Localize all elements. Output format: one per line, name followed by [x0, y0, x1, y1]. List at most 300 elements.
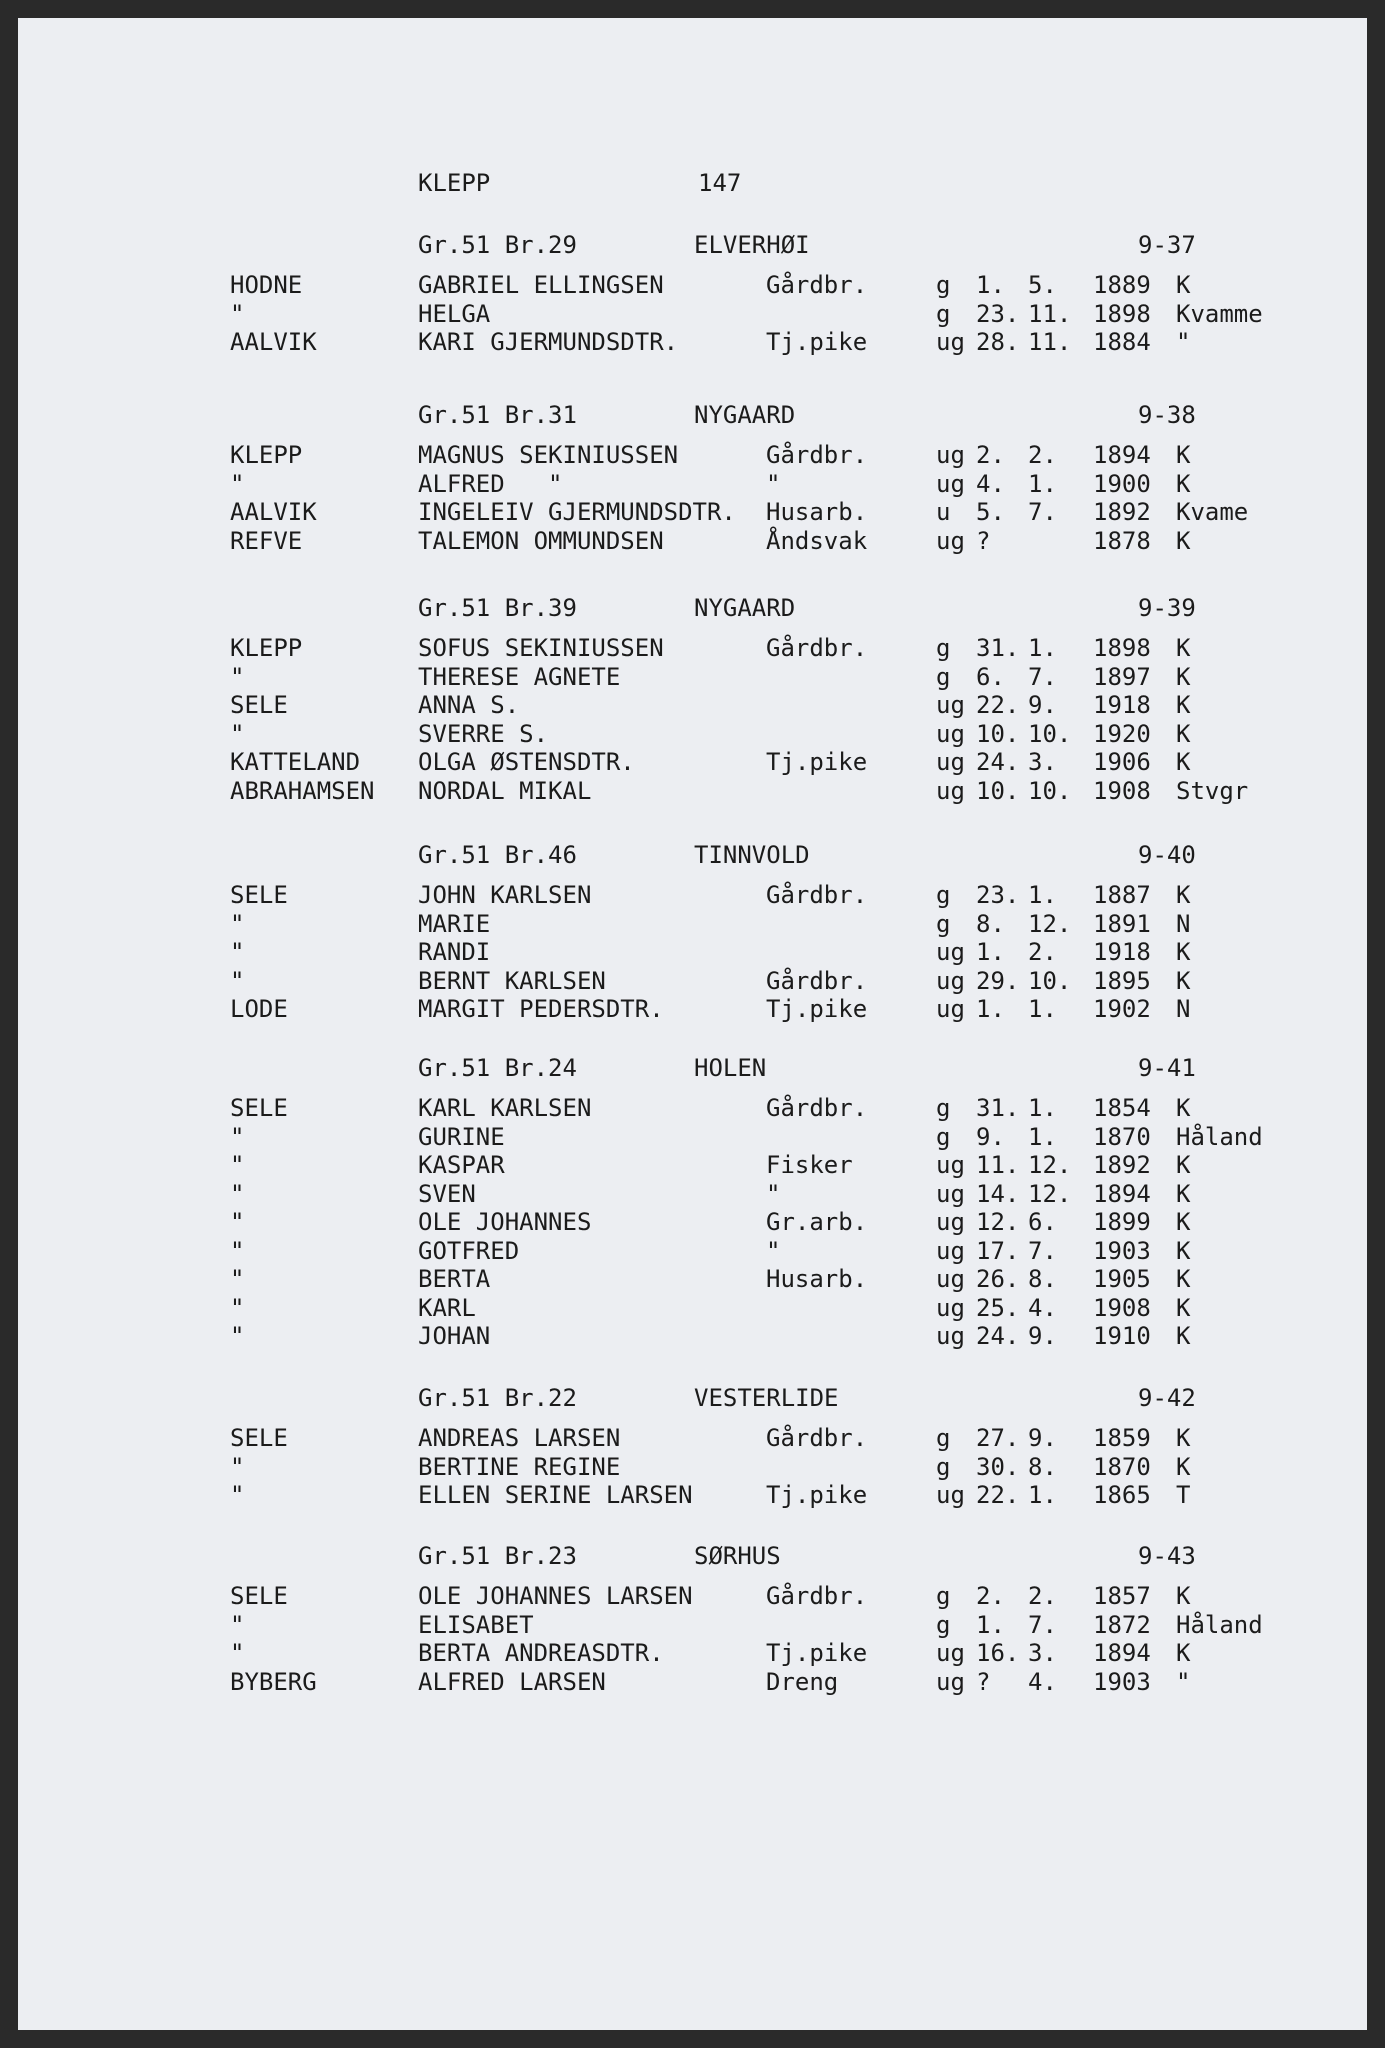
section-farm-name: ELVERHØI — [694, 231, 810, 259]
row-birthplace: " — [1176, 328, 1191, 356]
person-row — [18, 1264, 1367, 1294]
row-birth-month: 9. — [1028, 691, 1057, 719]
person-row — [18, 662, 1367, 692]
row-marital-status: g — [936, 1094, 951, 1122]
row-place: " — [230, 719, 245, 748]
person-row — [18, 633, 1367, 663]
row-occupation: Gårdbr. — [766, 881, 868, 909]
row-marital-status: ug — [936, 1151, 965, 1179]
row-name: BERNT KARLSEN — [418, 966, 606, 995]
row-birthplace: T — [1176, 1481, 1191, 1509]
section-code: 9-38 — [1138, 401, 1196, 429]
row-occupation: Tj.pike — [766, 1481, 868, 1509]
row-place: AALVIK — [230, 328, 317, 356]
row-name: KASPAR — [418, 1151, 505, 1179]
row-birthplace: K — [1176, 938, 1191, 966]
row-birth-month: 1. — [1028, 881, 1057, 909]
row-birth-year: 1918 — [1093, 691, 1151, 719]
row-birthplace: K — [1176, 1452, 1191, 1481]
person-row — [18, 1122, 1367, 1152]
row-marital-status: g — [936, 634, 951, 662]
person-row — [18, 1236, 1367, 1266]
row-name: BERTA ANDREASDTR. — [418, 1639, 664, 1667]
person-row — [18, 497, 1367, 527]
row-birth-year: 1889 — [1093, 271, 1151, 299]
row-birth-day: ? — [976, 526, 991, 555]
row-birth-day: 16. — [976, 1639, 1020, 1667]
person-row — [18, 690, 1367, 720]
row-birth-month: 4. — [1028, 1667, 1057, 1696]
row-occupation: Gårdbr. — [766, 1424, 868, 1452]
row-name: KARL KARLSEN — [418, 1094, 592, 1122]
row-birthplace: K — [1176, 881, 1191, 909]
section-gr-number: Gr.51 Br.24 — [418, 1054, 577, 1082]
row-birth-day: 14. — [976, 1179, 1020, 1208]
row-birthplace: K — [1176, 1265, 1191, 1293]
row-occupation: Åndsvak — [766, 526, 868, 555]
person-row — [18, 966, 1367, 996]
document-page — [18, 18, 1367, 2030]
row-name: ALFRED " — [418, 469, 563, 498]
row-name: ELLEN SERINE LARSEN — [418, 1481, 693, 1509]
row-occupation: Tj.pike — [766, 1639, 868, 1667]
row-birthplace: K — [1176, 1639, 1191, 1667]
section-header — [18, 1541, 1367, 1571]
row-marital-status: ug — [936, 469, 965, 498]
page-header — [18, 168, 1367, 198]
row-marital-status: ug — [936, 1208, 965, 1236]
row-birth-year: 1894 — [1093, 441, 1151, 469]
row-name: JOHAN — [418, 1322, 491, 1350]
row-birth-year: 1906 — [1093, 748, 1151, 776]
row-occupation: Husarb. — [766, 1265, 868, 1293]
row-birth-month: 8. — [1028, 1265, 1057, 1293]
row-name: MAGNUS SEKINIUSSEN — [418, 441, 679, 469]
row-birthplace: Håland — [1176, 1122, 1263, 1151]
row-marital-status: ug — [936, 1293, 965, 1322]
row-birth-day: 24. — [976, 748, 1020, 776]
row-place: " — [230, 1322, 245, 1350]
row-birth-month: 7. — [1028, 1610, 1057, 1639]
row-marital-status: ug — [936, 328, 965, 356]
row-marital-status: ug — [936, 526, 965, 555]
person-row — [18, 880, 1367, 910]
row-place: SELE — [230, 1582, 288, 1610]
row-place: HODNE — [230, 271, 303, 299]
row-birth-day: 11. — [976, 1151, 1020, 1179]
row-birth-day: 23. — [976, 881, 1020, 909]
row-birth-year: 1908 — [1093, 1293, 1151, 1322]
row-occupation: " — [766, 1179, 781, 1208]
row-birth-year: 1891 — [1093, 909, 1151, 938]
row-birth-year: 1894 — [1093, 1639, 1151, 1667]
row-birth-month: 2. — [1028, 938, 1057, 966]
row-birthplace: K — [1176, 719, 1191, 748]
page-number: 147 — [698, 169, 742, 197]
row-place: " — [230, 909, 245, 938]
row-birth-month: 8. — [1028, 1452, 1057, 1481]
row-birth-month: 5. — [1028, 271, 1057, 299]
row-birth-month: 7. — [1028, 662, 1057, 691]
section-header — [18, 840, 1367, 870]
row-birth-month: 12. — [1028, 1151, 1072, 1179]
row-birthplace: K — [1176, 691, 1191, 719]
person-row — [18, 1610, 1367, 1640]
row-birth-day: ? — [976, 1667, 991, 1696]
row-place: " — [230, 469, 245, 498]
section-farm-name: NYGAARD — [694, 594, 796, 622]
row-place: " — [230, 1293, 245, 1322]
row-name: OLE JOHANNES — [418, 1208, 592, 1236]
row-marital-status: ug — [936, 719, 965, 748]
row-name: SVERRE S. — [418, 719, 549, 748]
section-header — [18, 400, 1367, 430]
row-place: " — [230, 1452, 245, 1481]
section-farm-name: NYGAARD — [694, 401, 796, 429]
row-place: " — [230, 966, 245, 995]
row-birth-month: 4. — [1028, 1293, 1057, 1322]
row-birth-year: 1895 — [1093, 966, 1151, 995]
person-row — [18, 994, 1367, 1024]
row-birthplace: K — [1176, 1293, 1191, 1322]
row-birth-year: 1903 — [1093, 1236, 1151, 1265]
row-birthplace: K — [1176, 662, 1191, 691]
row-birth-day: 2. — [976, 1582, 1005, 1610]
row-birthplace: K — [1176, 1179, 1191, 1208]
row-birth-year: 1899 — [1093, 1208, 1151, 1236]
row-birthplace: K — [1176, 1322, 1191, 1350]
section-gr-number: Gr.51 Br.31 — [418, 401, 577, 429]
row-birth-day: 27. — [976, 1424, 1020, 1452]
row-birth-month: 7. — [1028, 498, 1057, 526]
row-marital-status: g — [936, 1424, 951, 1452]
page-title: KLEPP — [418, 169, 491, 197]
row-marital-status: ug — [936, 938, 965, 966]
row-marital-status: g — [936, 271, 951, 299]
row-birth-day: 10. — [976, 719, 1020, 748]
row-birth-day: 8. — [976, 909, 1005, 938]
row-marital-status: ug — [936, 966, 965, 995]
row-birth-month: 9. — [1028, 1322, 1057, 1350]
row-occupation: Dreng — [766, 1667, 839, 1696]
row-birth-month: 1. — [1028, 634, 1057, 662]
row-birth-year: 1898 — [1093, 634, 1151, 662]
row-place: " — [230, 1151, 245, 1179]
row-birth-day: 1. — [976, 1610, 1005, 1639]
row-name: GOTFRED — [418, 1236, 520, 1265]
row-birth-month: 12. — [1028, 909, 1072, 938]
row-place: " — [230, 1481, 245, 1509]
section-code: 9-37 — [1138, 231, 1196, 259]
row-birth-day: 26. — [976, 1265, 1020, 1293]
section-header — [18, 1053, 1367, 1083]
person-row — [18, 469, 1367, 499]
row-birth-year: 1920 — [1093, 719, 1151, 748]
row-birth-year: 1908 — [1093, 776, 1151, 805]
row-birth-day: 28. — [976, 328, 1020, 356]
row-birthplace: N — [1176, 995, 1191, 1023]
row-birthplace: Kvame — [1176, 498, 1249, 526]
row-name: JOHN KARLSEN — [418, 881, 592, 909]
row-name: NORDAL MIKAL — [418, 776, 592, 805]
row-name: ELISABET — [418, 1610, 534, 1639]
row-marital-status: ug — [936, 691, 965, 719]
person-row — [18, 1179, 1367, 1209]
row-name: RANDI — [418, 938, 491, 966]
row-marital-status: ug — [936, 1481, 965, 1509]
row-place: AALVIK — [230, 498, 317, 526]
row-birthplace: Stvgr — [1176, 776, 1249, 805]
row-marital-status: ug — [936, 1265, 965, 1293]
person-row — [18, 909, 1367, 939]
row-name: ANDREAS LARSEN — [418, 1424, 621, 1452]
row-birth-day: 12. — [976, 1208, 1020, 1236]
row-birthplace: K — [1176, 1424, 1191, 1452]
row-place: " — [230, 1236, 245, 1265]
person-row — [18, 526, 1367, 556]
person-row — [18, 1150, 1367, 1180]
row-birth-month: 11. — [1028, 328, 1072, 356]
row-marital-status: ug — [936, 748, 965, 776]
row-place: " — [230, 1610, 245, 1639]
row-name: OLGA ØSTENSDTR. — [418, 748, 635, 776]
row-name: HELGA — [418, 299, 491, 328]
section-gr-number: Gr.51 Br.22 — [418, 1384, 577, 1412]
row-occupation: Husarb. — [766, 498, 868, 526]
row-birth-day: 5. — [976, 498, 1005, 526]
row-name: SVEN — [418, 1179, 476, 1208]
row-birth-day: 9. — [976, 1122, 1005, 1151]
row-marital-status: g — [936, 881, 951, 909]
row-marital-status: g — [936, 909, 951, 938]
row-name: KARI GJERMUNDSDTR. — [418, 328, 679, 356]
row-birth-day: 1. — [976, 938, 1005, 966]
person-row — [18, 1321, 1367, 1351]
row-place: REFVE — [230, 526, 303, 555]
row-name: INGELEIV GJERMUNDSDTR. — [418, 498, 736, 526]
section-farm-name: HOLEN — [694, 1054, 767, 1082]
person-row — [18, 1638, 1367, 1668]
row-birth-day: 31. — [976, 634, 1020, 662]
person-row — [18, 440, 1367, 470]
row-birth-day: 30. — [976, 1452, 1020, 1481]
row-marital-status: ug — [936, 1639, 965, 1667]
row-birthplace: K — [1176, 748, 1191, 776]
row-name: KARL — [418, 1293, 476, 1322]
row-marital-status: ug — [936, 1322, 965, 1350]
row-name: MARGIT PEDERSDTR. — [418, 995, 664, 1023]
section-farm-name: SØRHUS — [694, 1542, 781, 1570]
row-place: ABRAHAMSEN — [230, 776, 375, 805]
row-birth-day: 4. — [976, 469, 1005, 498]
row-name: MARIE — [418, 909, 491, 938]
row-place: SELE — [230, 881, 288, 909]
row-birth-year: 1903 — [1093, 1667, 1151, 1696]
section-farm-name: VESTERLIDE — [694, 1384, 839, 1412]
row-birthplace: K — [1176, 1582, 1191, 1610]
row-birth-day: 22. — [976, 1481, 1020, 1509]
row-birth-month: 6. — [1028, 1208, 1057, 1236]
row-occupation: Gårdbr. — [766, 634, 868, 662]
row-birthplace: K — [1176, 634, 1191, 662]
row-birth-year: 1884 — [1093, 328, 1151, 356]
row-birth-month: 1. — [1028, 469, 1057, 498]
person-row — [18, 747, 1367, 777]
row-name: BERTA — [418, 1265, 491, 1293]
row-occupation: Tj.pike — [766, 995, 868, 1023]
row-place: " — [230, 1122, 245, 1151]
row-birth-year: 1854 — [1093, 1094, 1151, 1122]
row-birth-day: 31. — [976, 1094, 1020, 1122]
row-marital-status: g — [936, 299, 951, 328]
person-row — [18, 1207, 1367, 1237]
person-row — [18, 327, 1367, 357]
row-marital-status: g — [936, 1610, 951, 1639]
row-birth-month: 1. — [1028, 1122, 1057, 1151]
row-name: BERTINE REGINE — [418, 1452, 621, 1481]
row-name: THERESE AGNETE — [418, 662, 621, 691]
row-birth-year: 1870 — [1093, 1122, 1151, 1151]
row-marital-status: ug — [936, 1236, 965, 1265]
row-birthplace: K — [1176, 271, 1191, 299]
row-birth-year: 1878 — [1093, 526, 1151, 555]
row-place: " — [230, 662, 245, 691]
row-birth-month: 9. — [1028, 1424, 1057, 1452]
row-birthplace: N — [1176, 909, 1191, 938]
row-birth-day: 29. — [976, 966, 1020, 995]
row-birth-year: 1902 — [1093, 995, 1151, 1023]
row-birth-month: 10. — [1028, 719, 1072, 748]
section-gr-number: Gr.51 Br.39 — [418, 594, 577, 622]
row-birth-day: 23. — [976, 299, 1020, 328]
person-row — [18, 719, 1367, 749]
section-header — [18, 593, 1367, 623]
row-birth-day: 25. — [976, 1293, 1020, 1322]
row-birth-year: 1892 — [1093, 498, 1151, 526]
row-birth-day: 10. — [976, 776, 1020, 805]
section-gr-number: Gr.51 Br.46 — [418, 841, 577, 869]
row-birth-month: 10. — [1028, 966, 1072, 995]
section-header — [18, 1383, 1367, 1413]
row-birth-day: 1. — [976, 271, 1005, 299]
row-birth-month: 1. — [1028, 995, 1057, 1023]
row-birthplace: K — [1176, 1094, 1191, 1122]
person-row — [18, 270, 1367, 300]
row-name: GABRIEL ELLINGSEN — [418, 271, 664, 299]
row-birth-month: 7. — [1028, 1236, 1057, 1265]
row-birthplace: Kvamme — [1176, 299, 1263, 328]
row-birthplace: K — [1176, 469, 1191, 498]
row-place: LODE — [230, 995, 288, 1023]
row-birth-year: 1892 — [1093, 1151, 1151, 1179]
section-code: 9-43 — [1138, 1542, 1196, 1570]
row-birthplace: K — [1176, 1236, 1191, 1265]
row-marital-status: g — [936, 1452, 951, 1481]
row-occupation: " — [766, 1236, 781, 1265]
row-occupation: Fisker — [766, 1151, 853, 1179]
row-place: SELE — [230, 691, 288, 719]
row-marital-status: u — [936, 498, 951, 526]
row-birth-year: 1918 — [1093, 938, 1151, 966]
row-place: KLEPP — [230, 441, 303, 469]
row-marital-status: ug — [936, 995, 965, 1023]
section-farm-name: TINNVOLD — [694, 841, 810, 869]
row-birth-year: 1910 — [1093, 1322, 1151, 1350]
section-header — [18, 230, 1367, 260]
row-marital-status: ug — [936, 776, 965, 805]
row-birth-day: 6. — [976, 662, 1005, 691]
row-place: " — [230, 938, 245, 966]
row-place: BYBERG — [230, 1667, 317, 1696]
row-birth-day: 2. — [976, 441, 1005, 469]
row-birth-month: 1. — [1028, 1094, 1057, 1122]
row-occupation: Gårdbr. — [766, 441, 868, 469]
row-marital-status: ug — [936, 1179, 965, 1208]
row-birth-year: 1857 — [1093, 1582, 1151, 1610]
row-marital-status: ug — [936, 1667, 965, 1696]
row-birth-year: 1897 — [1093, 662, 1151, 691]
person-row — [18, 299, 1367, 329]
row-birth-year: 1900 — [1093, 469, 1151, 498]
row-occupation: Gårdbr. — [766, 1582, 868, 1610]
row-birthplace: " — [1176, 1667, 1191, 1696]
person-row — [18, 1667, 1367, 1697]
row-birth-year: 1887 — [1093, 881, 1151, 909]
row-place: " — [230, 1265, 245, 1293]
row-name: TALEMON OMMUNDSEN — [418, 526, 664, 555]
section-code: 9-42 — [1138, 1384, 1196, 1412]
row-name: SOFUS SEKINIUSSEN — [418, 634, 664, 662]
row-name: OLE JOHANNES LARSEN — [418, 1582, 693, 1610]
row-birth-month: 12. — [1028, 1179, 1072, 1208]
row-birthplace: K — [1176, 526, 1191, 555]
row-birth-day: 17. — [976, 1236, 1020, 1265]
section-gr-number: Gr.51 Br.29 — [418, 231, 577, 259]
person-row — [18, 1293, 1367, 1323]
row-birth-month: 3. — [1028, 1639, 1057, 1667]
row-occupation: Gårdbr. — [766, 271, 868, 299]
section-gr-number: Gr.51 Br.23 — [418, 1542, 577, 1570]
row-occupation: Gr.arb. — [766, 1208, 868, 1236]
row-marital-status: ug — [936, 441, 965, 469]
row-marital-status: g — [936, 662, 951, 691]
row-birthplace: K — [1176, 441, 1191, 469]
row-occupation: Tj.pike — [766, 328, 868, 356]
section-code: 9-40 — [1138, 841, 1196, 869]
row-birth-year: 1859 — [1093, 1424, 1151, 1452]
row-birth-day: 24. — [976, 1322, 1020, 1350]
row-birth-month: 1. — [1028, 1481, 1057, 1509]
row-birth-year: 1872 — [1093, 1610, 1151, 1639]
person-row — [18, 1480, 1367, 1510]
row-occupation: Gårdbr. — [766, 966, 868, 995]
row-birthplace: Håland — [1176, 1610, 1263, 1639]
row-marital-status: g — [936, 1582, 951, 1610]
row-birth-year: 1898 — [1093, 299, 1151, 328]
person-row — [18, 937, 1367, 967]
row-birthplace: K — [1176, 1208, 1191, 1236]
row-place: KLEPP — [230, 634, 303, 662]
row-name: GURINE — [418, 1122, 505, 1151]
row-name: ALFRED LARSEN — [418, 1667, 606, 1696]
row-birth-month: 2. — [1028, 1582, 1057, 1610]
row-marital-status: g — [936, 1122, 951, 1151]
row-birth-month: 3. — [1028, 748, 1057, 776]
row-occupation: " — [766, 469, 781, 498]
row-birth-year: 1865 — [1093, 1481, 1151, 1509]
row-place: KATTELAND — [230, 748, 361, 776]
row-birth-day: 22. — [976, 691, 1020, 719]
